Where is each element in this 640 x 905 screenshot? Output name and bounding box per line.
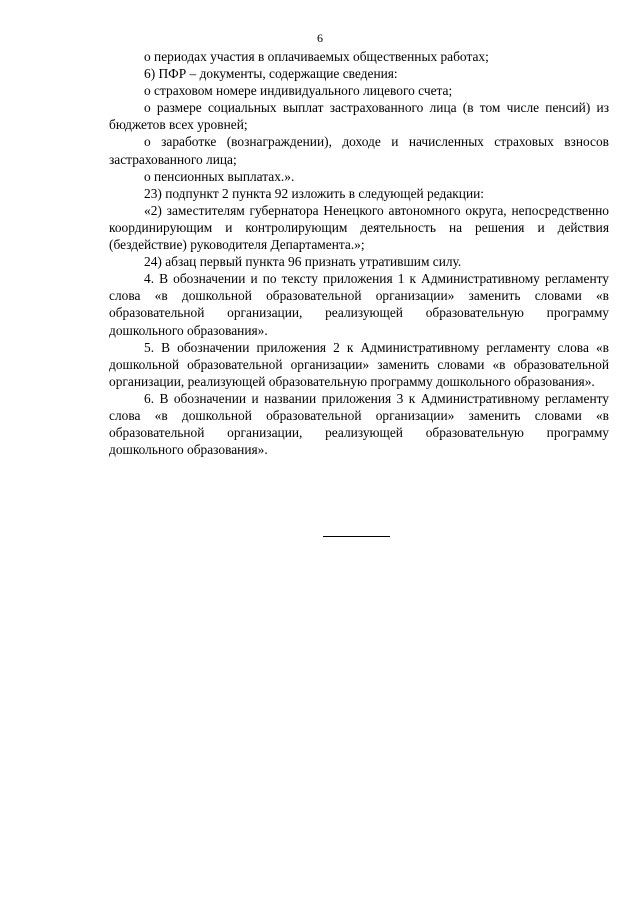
- paragraph-pfr-documents: 6) ПФР – документы, содержащие сведения:: [144, 66, 398, 82]
- paragraph-point-5: 5. В обозначении приложения 2 к Административному регламенту слова «в дошкольной образовательной организации» заменить словами «в образовательной организации, реализующей образовательную программу дошкольного образования».: [109, 339, 609, 389]
- paragraph-paid-public-works: о периодах участия в оплачиваемых общественных работах;: [144, 49, 489, 64]
- paragraph-insurance-number: о страховом номере индивидуального лицевого счета;: [144, 83, 453, 99]
- paragraph-item-24: 24) абзац первый пункта 96 признать утратившим силу.: [144, 254, 462, 270]
- paragraph-point-4: 4. В обозначении и по тексту приложения 1 к Административному регламенту слова «в дошкольной образовательной организации» заменить словами «в образовательной организации, реализующей образовательную программу дошкольного образования».: [109, 271, 609, 338]
- paragraph-pension-payments: о пенсионных выплатах.».: [144, 168, 295, 184]
- page-number: 6: [317, 31, 323, 45]
- paragraph-deputy-governors: «2) заместителям губернатора Ненецкого автономного округа, непосредственно координирующим и контролирующим деятельность на решения и действия (бездействие) руководителя Департамента.»;: [109, 202, 609, 253]
- paragraph-social-payments: о размере социальных выплат застрахованного лица (в том числе пенсий) из бюджетов всех уровней;: [109, 100, 609, 133]
- paragraph-item-23: 23) подпункт 2 пункта 92 изложить в следующей редакции:: [144, 185, 484, 201]
- document-body: [109, 48, 609, 458]
- closing-divider-line: [323, 536, 390, 537]
- paragraph-point-6: 6. В обозначении и названии приложения 3 к Административному регламенту слова «в дошкольной образовательной организации» заменить словами «в образовательной организации, реализующей образовательную программу дошкольного образования».: [109, 390, 609, 458]
- paragraph-earnings: о заработке (вознаграждении), доходе и начисленных страховых взносов застрахованного лица;: [109, 134, 609, 167]
